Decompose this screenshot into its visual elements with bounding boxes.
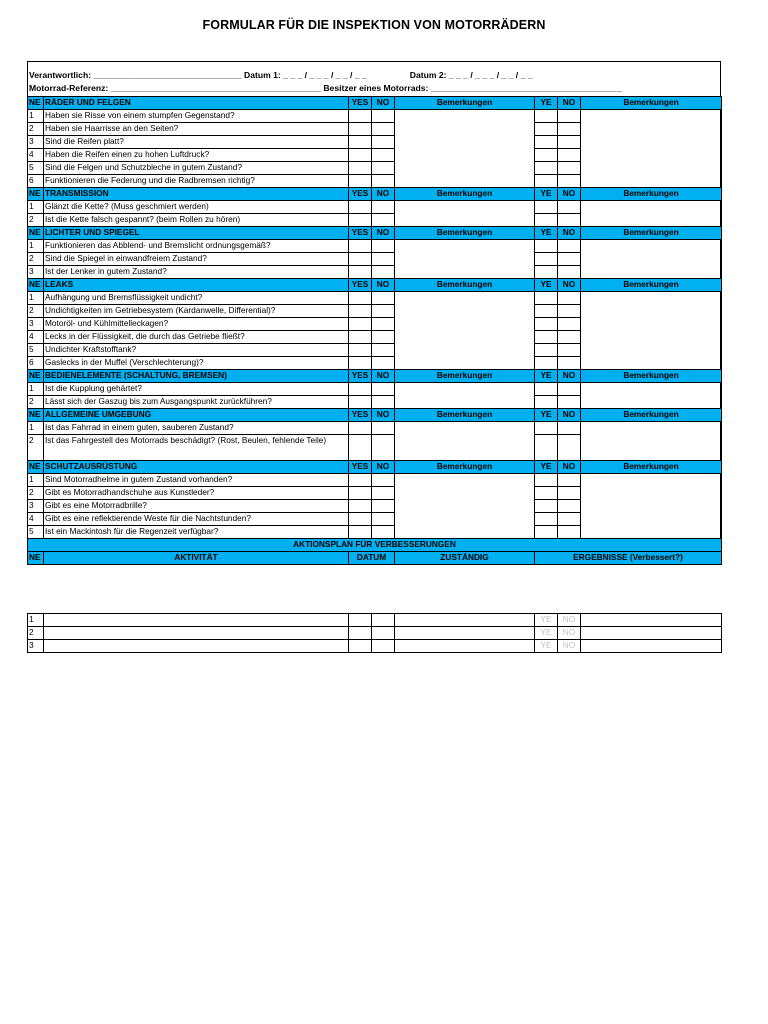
item-question: Gibt es Motorradhandschuhe aus Kunstleder? (44, 487, 349, 500)
col-remarks-label: Bemerkungen (581, 188, 722, 201)
yes-checkbox-cell[interactable] (349, 357, 372, 370)
responsible-field[interactable] (395, 640, 535, 653)
remarks2-field[interactable] (581, 240, 722, 279)
no-checkbox-cell[interactable] (372, 175, 395, 188)
no2-checkbox-cell[interactable] (558, 162, 581, 175)
no2-checkbox-cell[interactable] (558, 474, 581, 487)
date-field[interactable] (349, 614, 372, 627)
no2-checkbox-cell[interactable] (558, 435, 581, 461)
no-checkbox-cell[interactable] (372, 396, 395, 409)
section-title: TRANSMISSION (44, 188, 349, 201)
item-question: Aufhängung und Bremsflüssigkeit undicht? (44, 292, 349, 305)
item-number: 2 (28, 487, 44, 500)
col-remarks-label: Bemerkungen (395, 461, 535, 474)
col-ne-label: NE (28, 461, 44, 474)
col-ye-label: YE (535, 227, 558, 240)
item-question: Lecks in der Flüssigkeit, die durch das Getriebe fließt? (44, 331, 349, 344)
row-number: 3 (28, 640, 44, 653)
item-question: Sind die Felgen und Schutzbleche in gutem Zustand? (44, 162, 349, 175)
no2-checkbox-cell[interactable] (558, 318, 581, 331)
item-number: 1 (28, 292, 44, 305)
ye-checkbox-cell[interactable] (535, 292, 558, 305)
activity-field[interactable] (44, 627, 349, 640)
item-number: 4 (28, 513, 44, 526)
activity-field[interactable] (44, 614, 349, 627)
ye-checkbox-cell[interactable] (535, 305, 558, 318)
item-question: Ist die Kette falsch gespannt? (beim Rollen zu hören) (44, 214, 349, 227)
yes-checkbox-cell[interactable] (349, 513, 372, 526)
activity-field[interactable] (44, 640, 349, 653)
item-number: 3 (28, 136, 44, 149)
item-number: 2 (28, 396, 44, 409)
yes-checkbox-cell[interactable] (349, 422, 372, 435)
ye-checkbox-cell[interactable] (535, 435, 558, 461)
col-ye-label: YE (535, 97, 558, 110)
result-no-option[interactable]: NO (558, 640, 581, 653)
item-number: 3 (28, 500, 44, 513)
section-header-row (28, 409, 722, 422)
action-plan-title-row (28, 539, 722, 552)
ye-checkbox-cell[interactable] (535, 110, 558, 123)
col-ne-label: NE (28, 409, 44, 422)
row-number: 2 (28, 627, 44, 640)
yes-checkbox-cell[interactable] (349, 201, 372, 214)
item-question: Undichtigkeiten im Getriebesystem (Kardanwelle, Differential)? (44, 305, 349, 318)
no-checkbox-cell[interactable] (372, 162, 395, 175)
table-row (28, 474, 722, 487)
col-yes-label: YES (349, 97, 372, 110)
remarks-field[interactable] (395, 240, 535, 279)
col-remarks-label: Bemerkungen (581, 279, 722, 292)
section-header-row (28, 227, 722, 240)
col-remarks-label: Bemerkungen (581, 409, 722, 422)
item-question: Haben sie Haarrisse an den Seiten? (44, 123, 349, 136)
item-question: Ist das Fahrgestell des Motorrads beschädigt? (Rost, Beulen, fehlende Teile) (44, 435, 349, 461)
col-ne-label: NE (28, 97, 44, 110)
no-checkbox-cell[interactable] (372, 214, 395, 227)
col-ye-label: YE (535, 370, 558, 383)
ye-checkbox-cell[interactable] (535, 253, 558, 266)
header-responsible-dates[interactable]: Verantwortlich: _______________________________ Datum 1: _ _ _ / _ _ _ / _ _ / _ _ Datum 2: _ _ _ / _ _ _ / _ _ / _ _ (29, 70, 533, 80)
col-remarks-label: Bemerkungen (395, 188, 535, 201)
no-checkbox-cell[interactable] (372, 149, 395, 162)
ye-checkbox-cell[interactable] (535, 214, 558, 227)
yes-checkbox-cell[interactable] (349, 162, 372, 175)
no-checkbox-cell[interactable] (372, 474, 395, 487)
ye-checkbox-cell[interactable] (535, 331, 558, 344)
no2-checkbox-cell[interactable] (558, 292, 581, 305)
remarks2-field[interactable] (581, 201, 722, 227)
remarks-field[interactable] (395, 110, 535, 188)
item-number: 2 (28, 214, 44, 227)
no2-checkbox-cell[interactable] (558, 396, 581, 409)
col-no-label: NO (558, 370, 581, 383)
col-no-label: NO (372, 227, 395, 240)
col-no-label: NO (372, 370, 395, 383)
no-checkbox-cell[interactable] (372, 318, 395, 331)
ye-checkbox-cell[interactable] (535, 422, 558, 435)
no2-checkbox-cell[interactable] (558, 136, 581, 149)
col-ne-label: NE (28, 227, 44, 240)
col-yes-label: YES (349, 370, 372, 383)
no2-checkbox-cell[interactable] (558, 526, 581, 539)
ye-checkbox-cell[interactable] (535, 175, 558, 188)
no-checkbox-cell[interactable] (372, 357, 395, 370)
yes-checkbox-cell[interactable] (349, 474, 372, 487)
yes-checkbox-cell[interactable] (349, 396, 372, 409)
yes-checkbox-cell[interactable] (349, 344, 372, 357)
item-question: Ist der Lenker in gutem Zustand? (44, 266, 349, 279)
result-ye-option[interactable]: YE (535, 627, 558, 640)
date-field[interactable] (349, 627, 372, 640)
remarks2-field[interactable] (581, 383, 722, 409)
item-number: 1 (28, 240, 44, 253)
col-yes-label: YES (349, 188, 372, 201)
table-row (28, 383, 722, 396)
col-results-label: ERGEBNISSE (Verbessert?) (535, 552, 722, 565)
col-remarks-label: Bemerkungen (581, 370, 722, 383)
table-row (28, 240, 722, 253)
no-checkbox-cell[interactable] (372, 136, 395, 149)
no-checkbox-cell[interactable] (372, 344, 395, 357)
col-remarks-label: Bemerkungen (581, 461, 722, 474)
item-number: 3 (28, 318, 44, 331)
remarks2-field[interactable] (581, 422, 722, 461)
yes-checkbox-cell[interactable] (349, 305, 372, 318)
no-checkbox-cell[interactable] (372, 435, 395, 461)
item-question: Gaslecks in der Muffel (Verschlechterung)? (44, 357, 349, 370)
inspection-table (27, 96, 722, 565)
no-checkbox-cell[interactable] (372, 266, 395, 279)
col-activity-label: AKTIVITÄT (44, 552, 349, 565)
no-checkbox-cell[interactable] (372, 500, 395, 513)
no2-checkbox-cell[interactable] (558, 357, 581, 370)
no2-checkbox-cell[interactable] (558, 110, 581, 123)
ye-checkbox-cell[interactable] (535, 474, 558, 487)
col-no-label: NO (372, 279, 395, 292)
no2-checkbox-cell[interactable] (558, 422, 581, 435)
col-no-label: NO (558, 461, 581, 474)
item-number: 4 (28, 331, 44, 344)
table-row (28, 201, 722, 214)
col-date-label: DATUM (349, 552, 395, 565)
col-ye-label: YE (535, 279, 558, 292)
col-no-label: NO (372, 409, 395, 422)
col-no-label: NO (372, 188, 395, 201)
item-number: 2 (28, 253, 44, 266)
date-field[interactable] (349, 640, 372, 653)
col-no-label: NO (372, 461, 395, 474)
table-row (28, 627, 722, 640)
table-row (28, 422, 722, 435)
item-number: 6 (28, 357, 44, 370)
item-number: 2 (28, 305, 44, 318)
yes-checkbox-cell[interactable] (349, 331, 372, 344)
yes-checkbox-cell[interactable] (349, 110, 372, 123)
ye-checkbox-cell[interactable] (535, 318, 558, 331)
item-question: Ist das Fahrrad in einem guten, sauberen Zustand? (44, 422, 349, 435)
section-header-row (28, 461, 722, 474)
yes-checkbox-cell[interactable] (349, 383, 372, 396)
item-question: Funktionieren das Abblend- und Bremslicht ordnungsgemäß? (44, 240, 349, 253)
row-number: 1 (28, 614, 44, 627)
remarks-field[interactable] (395, 474, 535, 539)
date-field[interactable] (372, 614, 395, 627)
page-title: FORMULAR FÜR DIE INSPEKTION VON MOTORRÄDERN (202, 18, 546, 32)
yes-checkbox-cell[interactable] (349, 487, 372, 500)
ye-checkbox-cell[interactable] (535, 149, 558, 162)
item-number: 1 (28, 422, 44, 435)
ye-checkbox-cell[interactable] (535, 344, 558, 357)
yes-checkbox-cell[interactable] (349, 266, 372, 279)
item-number: 2 (28, 123, 44, 136)
remarks-field[interactable] (395, 383, 535, 409)
result-notes-field[interactable] (581, 614, 722, 627)
ye-checkbox-cell[interactable] (535, 513, 558, 526)
yes-checkbox-cell[interactable] (349, 435, 372, 461)
ye-checkbox-cell[interactable] (535, 500, 558, 513)
result-notes-field[interactable] (581, 640, 722, 653)
item-number: 1 (28, 474, 44, 487)
item-question: Gibt es eine reflektierende Weste für die Nachtstunden? (44, 513, 349, 526)
col-remarks-label: Bemerkungen (395, 370, 535, 383)
section-title: RÄDER UND FELGEN (44, 97, 349, 110)
col-yes-label: YES (349, 279, 372, 292)
no2-checkbox-cell[interactable] (558, 253, 581, 266)
no-checkbox-cell[interactable] (372, 123, 395, 136)
ye-checkbox-cell[interactable] (535, 136, 558, 149)
yes-checkbox-cell[interactable] (349, 500, 372, 513)
col-ne-label: NE (28, 370, 44, 383)
col-yes-label: YES (349, 409, 372, 422)
col-no-label: NO (558, 227, 581, 240)
table-row (28, 292, 722, 305)
date-field[interactable] (372, 627, 395, 640)
ye-checkbox-cell[interactable] (535, 526, 558, 539)
yes-checkbox-cell[interactable] (349, 149, 372, 162)
result-no-option[interactable]: NO (558, 614, 581, 627)
section-header-row (28, 188, 722, 201)
no2-checkbox-cell[interactable] (558, 305, 581, 318)
yes-checkbox-cell[interactable] (349, 253, 372, 266)
col-no-label: NO (558, 409, 581, 422)
no2-checkbox-cell[interactable] (558, 331, 581, 344)
no2-checkbox-cell[interactable] (558, 344, 581, 357)
item-question: Ist ein Mackintosh für die Regenzeit verfügbar? (44, 526, 349, 539)
col-yes-label: YES (349, 461, 372, 474)
no-checkbox-cell[interactable] (372, 487, 395, 500)
section-title: SCHUTZAUSRÜSTUNG (44, 461, 349, 474)
responsible-field[interactable] (395, 614, 535, 627)
col-ye-label: YE (535, 409, 558, 422)
remarks2-field[interactable] (581, 110, 722, 188)
col-no-label: NO (558, 188, 581, 201)
col-no-label: NO (558, 97, 581, 110)
section-header-row (28, 97, 722, 110)
action-plan-title: AKTIONSPLAN FÜR VERBESSERUNGEN (28, 539, 722, 552)
col-no-label: NO (372, 97, 395, 110)
no-checkbox-cell[interactable] (372, 526, 395, 539)
remarks-field[interactable] (395, 292, 535, 370)
col-no-label: NO (558, 279, 581, 292)
no2-checkbox-cell[interactable] (558, 149, 581, 162)
item-number: 5 (28, 162, 44, 175)
col-ne-label: NE (28, 552, 44, 565)
yes-checkbox-cell[interactable] (349, 214, 372, 227)
col-ye-label: YE (535, 461, 558, 474)
no2-checkbox-cell[interactable] (558, 513, 581, 526)
table-row (28, 614, 722, 627)
table-row (28, 640, 722, 653)
ye-checkbox-cell[interactable] (535, 396, 558, 409)
header-reference-owner[interactable]: Motorrad-Referenz: ____________________________________________ Besitzer eines Motorrads: ________________________________________ (29, 83, 622, 93)
item-question: Haben die Reifen einen zu hohen Luftdruck? (44, 149, 349, 162)
date-field[interactable] (372, 640, 395, 653)
item-question: Ist die Kupplung gehärtet? (44, 383, 349, 396)
col-ne-label: NE (28, 279, 44, 292)
col-remarks-label: Bemerkungen (581, 227, 722, 240)
no-checkbox-cell[interactable] (372, 292, 395, 305)
ye-checkbox-cell[interactable] (535, 266, 558, 279)
section-title: BEDIENELEMENTE (SCHALTUNG, BREMSEN) (44, 370, 349, 383)
responsible-field[interactable] (395, 627, 535, 640)
ye-checkbox-cell[interactable] (535, 123, 558, 136)
item-number: 2 (28, 435, 44, 461)
ye-checkbox-cell[interactable] (535, 357, 558, 370)
section-title: LEAKS (44, 279, 349, 292)
result-ye-option[interactable]: YE (535, 640, 558, 653)
section-title: ALLGEMEINE UMGEBUNG (44, 409, 349, 422)
col-ye-label: YE (535, 188, 558, 201)
ye-checkbox-cell[interactable] (535, 240, 558, 253)
no-checkbox-cell[interactable] (372, 110, 395, 123)
item-number: 1 (28, 110, 44, 123)
yes-checkbox-cell[interactable] (349, 292, 372, 305)
item-question: Gibt es eine Motorradbrille? (44, 500, 349, 513)
no-checkbox-cell[interactable] (372, 240, 395, 253)
remarks2-field[interactable] (581, 292, 722, 370)
yes-checkbox-cell[interactable] (349, 175, 372, 188)
no2-checkbox-cell[interactable] (558, 175, 581, 188)
no2-checkbox-cell[interactable] (558, 201, 581, 214)
table-row (28, 110, 722, 123)
col-remarks-label: Bemerkungen (581, 97, 722, 110)
no-checkbox-cell[interactable] (372, 201, 395, 214)
col-remarks-label: Bemerkungen (395, 97, 535, 110)
item-number: 1 (28, 383, 44, 396)
item-number: 6 (28, 175, 44, 188)
item-question: Sind die Reifen platt? (44, 136, 349, 149)
item-question: Funktionieren die Federung und die Radbremsen richtig? (44, 175, 349, 188)
remarks-field[interactable] (395, 201, 535, 227)
item-question: Lässt sich der Gaszug bis zum Ausgangspunkt zurückführen? (44, 396, 349, 409)
item-number: 4 (28, 149, 44, 162)
col-remarks-label: Bemerkungen (395, 409, 535, 422)
yes-checkbox-cell[interactable] (349, 526, 372, 539)
no2-checkbox-cell[interactable] (558, 500, 581, 513)
col-remarks-label: Bemerkungen (395, 227, 535, 240)
remarks2-field[interactable] (581, 474, 722, 539)
no-checkbox-cell[interactable] (372, 253, 395, 266)
col-ne-label: NE (28, 188, 44, 201)
no-checkbox-cell[interactable] (372, 305, 395, 318)
yes-checkbox-cell[interactable] (349, 240, 372, 253)
ye-checkbox-cell[interactable] (535, 201, 558, 214)
section-header-row (28, 370, 722, 383)
no-checkbox-cell[interactable] (372, 422, 395, 435)
ye-checkbox-cell[interactable] (535, 162, 558, 175)
col-yes-label: YES (349, 227, 372, 240)
item-number: 5 (28, 526, 44, 539)
item-question: Haben sie Risse von einem stumpfen Gegenstand? (44, 110, 349, 123)
no-checkbox-cell[interactable] (372, 331, 395, 344)
item-number: 3 (28, 266, 44, 279)
no2-checkbox-cell[interactable] (558, 487, 581, 500)
yes-checkbox-cell[interactable] (349, 136, 372, 149)
col-responsible-label: ZUSTÄNDIG (395, 552, 535, 565)
yes-checkbox-cell[interactable] (349, 123, 372, 136)
result-notes-field[interactable] (581, 627, 722, 640)
item-question: Motoröl- und Kühlmittelleckagen? (44, 318, 349, 331)
no2-checkbox-cell[interactable] (558, 266, 581, 279)
no2-checkbox-cell[interactable] (558, 240, 581, 253)
yes-checkbox-cell[interactable] (349, 318, 372, 331)
item-number: 1 (28, 201, 44, 214)
remarks-field[interactable] (395, 422, 535, 461)
action-plan-columns-row (28, 552, 722, 565)
section-header-row (28, 279, 722, 292)
item-number: 5 (28, 344, 44, 357)
item-question: Glänzt die Kette? (Muss geschmiert werden) (44, 201, 349, 214)
no2-checkbox-cell[interactable] (558, 214, 581, 227)
col-remarks-label: Bemerkungen (395, 279, 535, 292)
item-question: Sind die Spiegel in einwandfreiem Zustand? (44, 253, 349, 266)
action-results-table (27, 613, 722, 653)
no2-checkbox-cell[interactable] (558, 383, 581, 396)
result-ye-option[interactable]: YE (535, 614, 558, 627)
no-checkbox-cell[interactable] (372, 383, 395, 396)
result-no-option[interactable]: NO (558, 627, 581, 640)
ye-checkbox-cell[interactable] (535, 487, 558, 500)
item-question: Sind Motorradhelme in gutem Zustand vorhanden? (44, 474, 349, 487)
no2-checkbox-cell[interactable] (558, 123, 581, 136)
ye-checkbox-cell[interactable] (535, 383, 558, 396)
section-title: LICHTER UND SPIEGEL (44, 227, 349, 240)
no-checkbox-cell[interactable] (372, 513, 395, 526)
item-question: Undichter Kraftstofftank? (44, 344, 349, 357)
